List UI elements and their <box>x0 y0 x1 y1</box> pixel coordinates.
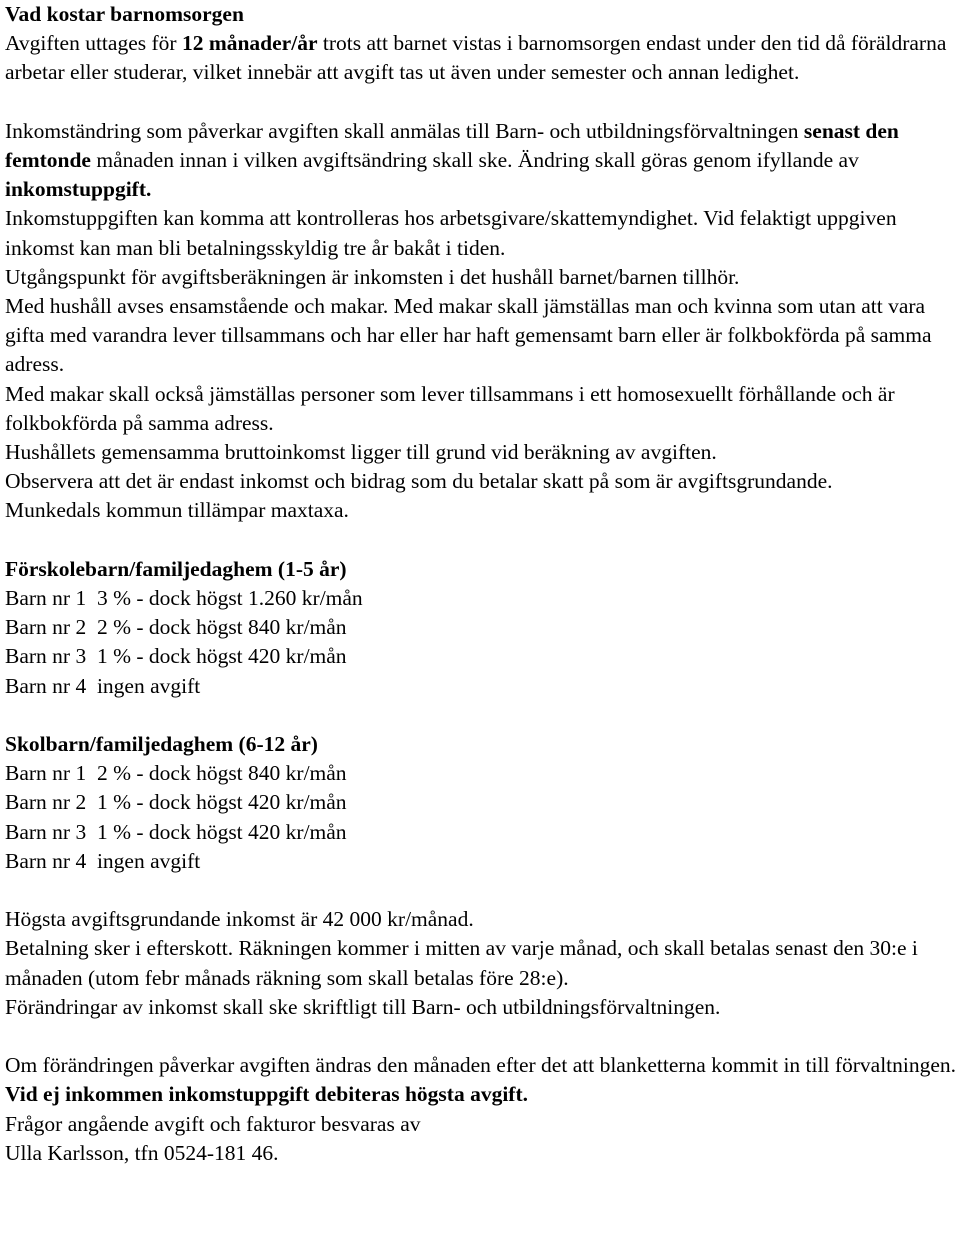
paragraph-warning: Vid ej inkommen inkomstuppgift debiteras högsta avgift. <box>5 1082 529 1107</box>
paragraph-partners: Med makar skall också jämställas personer som lever tillsammans i ett homosexuellt förhållande och är folkbokförda på samma adress. <box>5 381 895 435</box>
spacer <box>5 526 960 555</box>
emphasis-income-form: inkomstuppgift. <box>5 177 152 202</box>
text-run: Avgiften uttages för <box>5 31 182 56</box>
spacer <box>5 88 960 117</box>
paragraph-maxtaxa: Munkedals kommun tillämpar maxtaxa. <box>5 498 349 523</box>
paragraph-questions: Frågor angående avgift och fakturor besvaras av <box>5 1111 421 1136</box>
section-title-school: Skolbarn/familjedaghem (6-12 år) <box>5 732 318 757</box>
paragraph-changes-in-writing: Förändringar av inkomst skall ske skriftligt till Barn- och utbildningsförvaltningen. <box>5 994 721 1019</box>
paragraph-income-check: Inkomstuppgiften kan komma att kontrolleras hos arbetsgivare/skattemyndighet. Vid felaktigt uppgiven inkomst kan man bli betalningsskyldig tre år bakåt i tiden. <box>5 206 897 260</box>
fee-row: Barn nr 1 2 % - dock högst 840 kr/mån <box>5 761 347 786</box>
fee-row: Barn nr 1 3 % - dock högst 1.260 kr/mån <box>5 586 363 611</box>
paragraph-payment: Betalning sker i efterskott. Räkningen kommer i mitten av varje månad, och skall betalas senast den 30:e i månaden (utom febr månads räkning som skall betalas före 28:e). <box>5 936 918 990</box>
paragraph-basis: Utgångspunkt för avgiftsberäkningen är inkomsten i det hushåll barnet/barnen tillhör. <box>5 264 740 289</box>
fee-row: Barn nr 3 1 % - dock högst 420 kr/mån <box>5 644 347 669</box>
paragraph-change-effective: Om förändringen påverkar avgiften ändras den månaden efter det att blanketterna kommit in till förvaltningen. <box>5 1053 957 1078</box>
emphasis-months: 12 månader/år <box>181 31 318 56</box>
spacer <box>5 701 960 730</box>
paragraph-household: Med hushåll avses ensamstående och makar. Med makar skall jämställas man och kvinna som utan att vara gifta med varandra lever tillsammans och har eller har haft gemensamt barn eller är folkbokförda på samma adress. <box>5 294 932 377</box>
paragraph-gross-income: Hushållets gemensamma bruttoinkomst ligger till grund vid beräkning av avgiften. <box>5 440 717 465</box>
paragraph-fee-period <box>5 29 960 87</box>
text-run: månaden innan i vilken avgiftsändring skall ske. Ändring skall göras genom ifyllande av <box>90 148 859 172</box>
page-title: Vad kostar barnomsorgen <box>5 2 244 26</box>
fee-row: Barn nr 2 1 % - dock högst 420 kr/mån <box>5 790 347 815</box>
spacer <box>5 1022 960 1051</box>
text-run: trots att barnet vistas i barnomsorgen endast under den tid då föräldrarna arbetar eller studerar, vilket innebär att avgift tas ut även under semester och annan ledighet. <box>5 31 947 85</box>
fee-row: Barn nr 4 ingen avgift <box>5 848 201 873</box>
spacer <box>5 876 960 905</box>
fee-row: Barn nr 4 ingen avgift <box>5 673 201 698</box>
paragraph-income-change <box>5 117 960 205</box>
fee-row: Barn nr 3 1 % - dock högst 420 kr/mån <box>5 819 347 844</box>
fee-row: Barn nr 2 2 % - dock högst 840 kr/mån <box>5 615 347 640</box>
contact-line: Ulla Karlsson, tfn 0524-181 46. <box>5 1140 279 1165</box>
section-title-preschool: Förskolebarn/familjedaghem (1-5 år) <box>5 556 347 581</box>
text-run: Inkomständring som påverkar avgiften skall anmälas till Barn- och utbildningsförvaltningen <box>5 118 804 143</box>
paragraph-max-income: Högsta avgiftsgrundande inkomst är 42 000 kr/månad. <box>5 907 474 932</box>
emphasis-deadline: senast den femtonde <box>5 118 899 172</box>
paragraph-taxable-income: Observera att det är endast inkomst och bidrag som du betalar skatt på som är avgiftsgrundande. <box>5 469 833 494</box>
